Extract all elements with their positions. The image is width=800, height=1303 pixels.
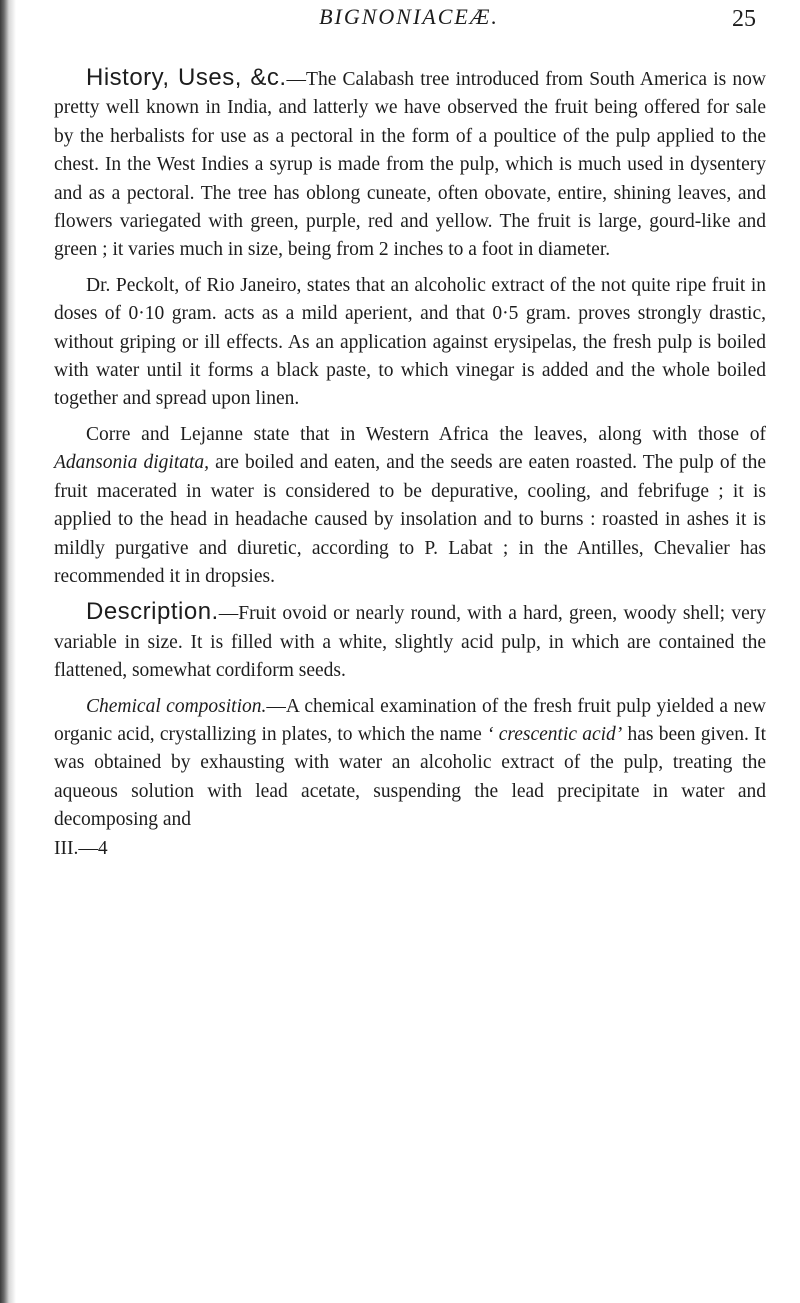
crescentic-acid-name: ‘ crescentic acid’ bbox=[487, 723, 623, 745]
page-number: 25 bbox=[732, 6, 756, 32]
corre-text-end: are boiled and eaten, and the seeds are eaten roasted. The pulp of the fruit macerated in water is considered to be depurative, cooling, and febrifuge ; it is applied to the head in headache caused by insolation and to burns : roasted in ashes it is mildly purgative and diuretic, according to P. Labat ; in the Antilles, Chevalier has recommended it in dropsies. bbox=[54, 452, 767, 587]
adansonia-name: Adansonia digitata, bbox=[54, 452, 210, 474]
signature-mark: III.—4 bbox=[54, 837, 108, 859]
history-heading: History, Uses, &c. bbox=[86, 64, 287, 91]
scan-edge-shadow bbox=[0, 0, 16, 1303]
chemical-paragraph bbox=[54, 693, 766, 863]
chemical-heading: Chemical composition. bbox=[86, 695, 267, 717]
body-text bbox=[54, 64, 766, 863]
description-heading: Description. bbox=[86, 598, 219, 626]
chemical-text-start: —A chemical examination of the fresh fruit pulp yielded a new organic acid, crystallizing in plates, to which the name bbox=[54, 695, 766, 745]
history-text: —The Calabash tree introduced from South America is now pretty well known in India, and latterly we have observed the fruit being offered for sale by the herbalists for use as a pectoral in the form of a poultice of the pulp applied to the chest. In the West Indies a syrup is made from the pulp, which is much used in dysentery and as a pectoral. The tree has oblong cuneate, often obovate, entire, shining leaves, and flowers variegated with green, purple, red and yellow. The fruit is large, gourd-like and green ; it varies much in size, being from 2 inches to a foot in diameter. bbox=[54, 69, 766, 261]
running-title: BIGNONIACEÆ. bbox=[319, 4, 499, 29]
description-paragraph bbox=[54, 598, 766, 685]
peckolt-paragraph: Dr. Peckolt, of Rio Janeiro, states that an alcoholic extract of the not quite ripe fruit in doses of 0·10 gram. acts as a mild aperient, and that 0·5 gram. proves strongly drastic, without griping or ill effects. As an application against erysipelas, the fresh pulp is boiled with water until it forms a black paste, to which vinegar is added and the whole boiled together and spread upon linen. bbox=[54, 274, 766, 410]
description-text: —Fruit ovoid or nearly round, with a hard, green, woody shell; very variable in size. It is filled with a white, slightly acid pulp, in which are contained the flattened, somewhat cordiform seeds. bbox=[54, 603, 766, 682]
corre-text-start: Corre and Lejanne state that in Western Africa the leaves, along with those of bbox=[86, 423, 766, 445]
running-head bbox=[54, 4, 764, 38]
corre-paragraph bbox=[54, 421, 766, 591]
chemical-text-end: has been given. It was obtained by exhausting with water an alcoholic extract of the pulp, treating the aqueous solution with lead acetate, suspending the lead precipitate in water and decomposing and bbox=[54, 723, 767, 831]
history-paragraph bbox=[54, 64, 766, 265]
